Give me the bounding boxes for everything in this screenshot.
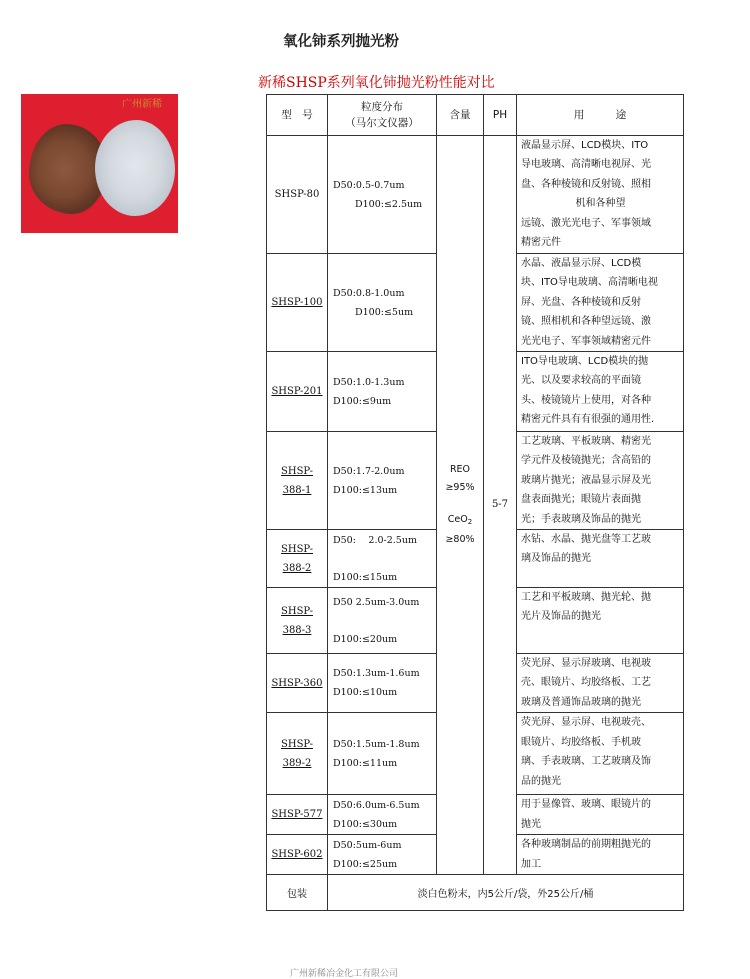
use-line: 荧光屏、显示屏、电视玻壳、	[521, 717, 651, 729]
use-line: 璃、手表玻璃、工艺玻璃及饰	[521, 756, 651, 768]
use-line: 光；手表玻璃及饰品的抛光	[521, 513, 641, 525]
d100-value: D100:≤9um	[333, 395, 392, 407]
size-cell	[328, 530, 437, 588]
model-cell	[267, 254, 328, 352]
model-cell	[267, 588, 328, 654]
content-cell	[437, 136, 484, 875]
packaging-value: 淡白色粉末，内5公斤/袋，外25公斤/桶	[328, 874, 684, 910]
use-cell	[517, 352, 684, 432]
size-cell	[328, 254, 437, 352]
d100-value: D100:≤5um	[355, 306, 414, 318]
use-line: 眼镜片、均胶络板、手机玻	[521, 736, 641, 748]
use-line: 块、ITO导电玻璃、高清晰电视	[521, 277, 658, 289]
use-line: 璃及饰品的抛光	[521, 553, 591, 565]
d50-value: D50:1.0-1.3um	[333, 376, 405, 388]
d100-value: D100:≤11um	[333, 757, 398, 769]
model-code: SHSP-80	[274, 189, 320, 200]
size-cell	[328, 835, 437, 875]
ceo-subscript: 2	[467, 517, 473, 526]
header-size	[328, 95, 437, 136]
use-line: 水钻、水晶、抛光盘等工艺玻	[521, 534, 651, 546]
use-line: 加工	[521, 858, 541, 870]
d100-value: D100:≤30um	[333, 818, 398, 830]
use-line: 抛光	[521, 818, 541, 830]
d100-value: D100:≤15um	[333, 571, 398, 583]
use-line: 精密元件	[521, 237, 561, 249]
model-cell	[267, 654, 328, 713]
use-line: 盘表面抛光；眼镜片表面抛	[521, 494, 641, 506]
use-cell	[517, 654, 684, 713]
d100-value: D100:≤2.5um	[355, 198, 423, 210]
d50-value: D50 2.5um-3.0um	[333, 596, 420, 608]
use-line: 头、棱镜镜片上使用，对各种	[521, 394, 651, 406]
d50-value: D50:0.5-0.7um	[333, 179, 405, 191]
use-line: 水晶、液晶显示屏、LCD模	[521, 258, 642, 269]
use-line: 用于显像管、玻璃、眼镜片的	[521, 799, 651, 811]
white-powder-sample	[95, 120, 175, 216]
d100-value: D100:≤10um	[333, 687, 398, 699]
use-line: 光光电子、军事领域精密元件	[521, 335, 651, 347]
header-ph: PH	[484, 95, 517, 136]
d100-value: D100:≤20um	[333, 633, 398, 645]
packaging-row	[267, 874, 684, 910]
use-line: 壳、眼镜片、均胶络板、工艺	[521, 677, 651, 689]
size-cell	[328, 654, 437, 713]
size-cell	[328, 352, 437, 432]
d50-value: D50:1.5um-1.8um	[333, 738, 420, 750]
table-title: 新稀SHSP系列氧化铈抛光粉性能对比	[258, 75, 495, 91]
model-code-suffix: 388-2	[282, 562, 312, 574]
model-cell	[267, 530, 328, 588]
model-code-suffix: 388-1	[282, 484, 312, 496]
d50-value: D50:5um-6um	[333, 839, 402, 851]
use-line: 远镜、激光光电子、军事领域	[521, 217, 651, 229]
use-line: 盘、各种棱镜和反射镜、照相	[521, 178, 651, 190]
ceo-text: CeO	[447, 513, 468, 525]
use-line: 导电玻璃、高清晰电视屏、光	[521, 159, 651, 171]
d50-value: D50:1.7-2.0um	[333, 465, 405, 477]
header-content: 含量	[437, 95, 484, 136]
size-cell	[328, 136, 437, 254]
use-cell	[517, 254, 684, 352]
size-cell	[328, 588, 437, 654]
use-line: 液晶显示屏、LCD模块、ITO	[521, 140, 649, 151]
page-title: 氧化铈系列抛光粉	[283, 34, 399, 50]
model-code: SHSP-360	[271, 677, 323, 689]
use-line: 屏、光盘、各种棱镜和反射	[521, 296, 641, 308]
use-line: 光片及饰品的抛光	[521, 611, 601, 623]
reo-value: ≥95%	[445, 481, 475, 493]
model-code-suffix: 388-3	[282, 624, 312, 636]
model-code: SHSP-602	[271, 849, 323, 860]
model-code: SHSP-100	[271, 297, 323, 309]
use-line: 工艺玻璃、平板玻璃、精密光	[521, 436, 651, 448]
model-cell	[267, 795, 328, 835]
use-line: ITO导电玻璃、LCD模块的抛	[521, 356, 649, 368]
d100-value: D100:≤13um	[333, 484, 398, 496]
use-line: 镜、照相机和各种望远镜、激	[521, 316, 651, 328]
d50-value: D50: 2.0-2.5um	[333, 534, 417, 546]
model-cell	[267, 713, 328, 795]
use-cell	[517, 795, 684, 835]
use-line: 玻璃及普通饰品玻璃的抛光	[521, 696, 641, 708]
ceo-label	[437, 511, 483, 531]
model-code: SHSP-201	[271, 386, 323, 398]
use-line: 工艺和平板玻璃、抛光轮、抛	[521, 592, 651, 604]
model-code: SHSP-	[281, 543, 313, 555]
use-line: 机和各种望	[575, 198, 626, 210]
ceo-value: ≥80%	[445, 533, 475, 545]
use-cell	[517, 136, 684, 254]
ph-cell: 5-7	[484, 136, 517, 875]
model-code: SHSP-	[281, 738, 313, 750]
product-photo	[21, 94, 178, 233]
photo-watermark: 广州新稀	[122, 99, 162, 110]
size-cell	[328, 432, 437, 530]
use-line: 精密元件具有有很强的通用性.	[521, 414, 655, 426]
header-row	[267, 95, 684, 136]
use-cell	[517, 432, 684, 530]
d100-value: D100:≤25um	[333, 858, 398, 870]
use-line: 玻璃片抛光；液晶显示屏及光	[521, 474, 651, 486]
model-cell	[267, 432, 328, 530]
header-use: 用 途	[517, 95, 684, 136]
model-code-suffix: 389-2	[282, 757, 312, 769]
model-code: SHSP-	[281, 465, 313, 477]
table-row	[267, 136, 684, 254]
use-line: 各种玻璃制品的前期粗抛光的	[521, 839, 651, 851]
header-size-line2: （马尔文仪器）	[345, 117, 419, 129]
use-cell	[517, 588, 684, 654]
spec-table	[266, 94, 684, 911]
use-cell	[517, 530, 684, 588]
header-model: 型 号	[267, 95, 328, 136]
d50-value: D50:1.3um-1.6um	[333, 668, 420, 680]
size-cell	[328, 713, 437, 795]
size-cell	[328, 795, 437, 835]
use-line: 品的抛光	[521, 775, 561, 787]
d50-value: D50:0.8-1.0um	[333, 287, 405, 299]
footer-text: 广州新稀冶金化工有限公司	[290, 969, 399, 979]
use-cell	[517, 713, 684, 795]
use-line: 光、以及要求较高的平面镜	[521, 375, 641, 387]
model-cell	[267, 352, 328, 432]
use-line: 荧光屏、显示屏玻璃、电视玻	[521, 658, 651, 670]
reo-label: REO	[449, 463, 471, 475]
model-cell	[267, 136, 328, 254]
d50-value: D50:6.0um-6.5um	[333, 799, 420, 811]
header-size-line1: 粒度分布	[361, 101, 403, 113]
packaging-label: 包装	[267, 874, 328, 910]
use-cell	[517, 835, 684, 875]
model-cell	[267, 835, 328, 875]
model-code: SHSP-	[281, 605, 313, 617]
model-code: SHSP-577	[271, 809, 323, 821]
use-line: 学元件及棱镜抛光；含高铅的	[521, 455, 651, 467]
